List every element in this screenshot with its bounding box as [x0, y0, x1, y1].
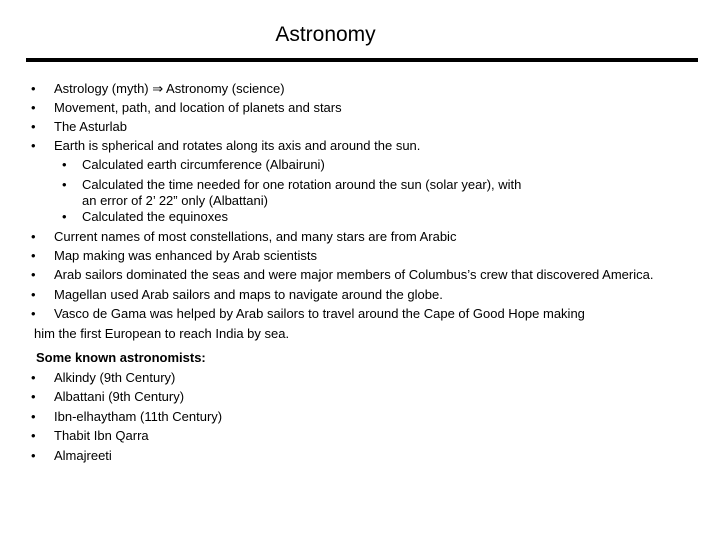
bullet-glyph: • [31, 370, 36, 385]
bullet-glyph: • [31, 248, 36, 263]
bullet-glyph: • [31, 100, 36, 115]
bullet-glyph: • [31, 389, 36, 404]
bullet-glyph: • [31, 81, 36, 96]
astronomist-item: Albattani (9th Century) [54, 389, 185, 404]
bullet-glyph: • [31, 306, 36, 321]
bullet-item-asturlab: The Asturlab [54, 119, 127, 134]
bullet-glyph: • [31, 229, 36, 244]
bullet-glyph: • [31, 428, 36, 443]
sub-item-equinoxes: Calculated the equinoxes [82, 209, 228, 224]
bullet-glyph: • [31, 138, 36, 153]
astronomists-heading: Some known astronomists: [36, 350, 206, 365]
bullet-glyph: • [31, 448, 36, 463]
title-rule [26, 58, 698, 62]
sub-item-solar-year-continued: an error of 2’ 22” only (Albattani) [82, 193, 268, 208]
slide-title: Astronomy [275, 23, 376, 46]
bullet-item-vasco-de-gama: Vasco de Gama was helped by Arab sailors to travel around the Cape of Good Hope making [54, 306, 585, 321]
bullet-glyph: • [31, 119, 36, 134]
bullet-glyph: • [31, 267, 36, 282]
bullet-glyph: • [31, 287, 36, 302]
bullet-item-earth: Earth is spherical and rotates along its axis and around the sun. [54, 138, 421, 153]
sub-item-circumference: Calculated earth circumference (Albairuni) [82, 157, 325, 172]
bullet-glyph: • [31, 409, 36, 424]
astronomist-item: Ibn-elhaytham (11th Century) [54, 409, 223, 424]
sub-item-solar-year: Calculated the time needed for one rotation around the sun (solar year), with [82, 177, 522, 192]
sub-bullet-glyph: • [62, 209, 67, 224]
astronomist-item: Alkindy (9th Century) [54, 370, 176, 385]
bullet-item-magellan: Magellan used Arab sailors and maps to navigate around the globe. [54, 287, 443, 302]
bullet-item-movement: Movement, path, and location of planets and stars [54, 100, 342, 115]
bullet-item-arab-sailors: Arab sailors dominated the seas and were major members of Columbus’s crew that discovered America. [54, 267, 654, 282]
sub-bullet-glyph: • [62, 157, 67, 172]
vasco-de-gama-continuation: him the first European to reach India by sea. [34, 326, 290, 341]
bullet-item-constellations: Current names of most constellations, and many stars are from Arabic [54, 229, 457, 244]
bullet-item-map-making: Map making was enhanced by Arab scientists [54, 248, 318, 263]
implies-arrow-icon: ⇒ [152, 81, 164, 96]
astronomist-item: Almajreeti [54, 448, 112, 463]
bullet-item-astrology: Astrology (myth) ⇒ Astronomy (science) [54, 81, 285, 96]
sub-bullet-glyph: • [62, 177, 67, 192]
astronomist-item: Thabit Ibn Qarra [54, 428, 149, 443]
